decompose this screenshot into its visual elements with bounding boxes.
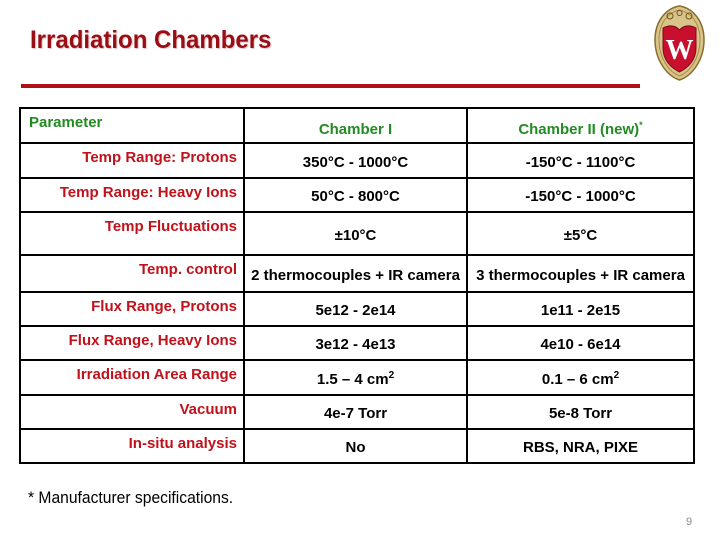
row-label: Temp Range: Heavy Ions bbox=[20, 178, 244, 212]
cell-chamber-2: 5e-8 Torr bbox=[467, 395, 694, 429]
cell-chamber-2: ±5°C bbox=[467, 212, 694, 255]
slide-title: Irradiation Chambers bbox=[30, 26, 272, 54]
svg-text:W: W bbox=[665, 35, 694, 66]
cell-chamber-1: 4e-7 Torr bbox=[244, 395, 467, 429]
footnote: * Manufacturer specifications. bbox=[28, 488, 234, 507]
cell-chamber-1: 2 thermocouples + IR camera bbox=[244, 255, 467, 292]
table-header-row bbox=[20, 108, 694, 143]
cell-chamber-2: 0.1 – 6 $cm^2$ bbox=[467, 360, 694, 395]
header-chamber-2: Chamber II (new)* bbox=[467, 108, 694, 143]
chamber-comparison-table bbox=[19, 107, 695, 464]
table-row bbox=[20, 292, 694, 326]
cell-chamber-1: 50°C - 800°C bbox=[244, 178, 467, 212]
cell-chamber-1: No bbox=[244, 429, 467, 463]
asterisk-superscript: * bbox=[639, 120, 643, 130]
row-label: Temp Fluctuations bbox=[20, 212, 244, 255]
cell-chamber-2: RBS, NRA, PIXE bbox=[467, 429, 694, 463]
cell-chamber-2: -150°C - 1000°C bbox=[467, 178, 694, 212]
cell-chamber-2: 1e11 - 2e15 bbox=[467, 292, 694, 326]
cell-chamber-1: 3e12 - 4e13 bbox=[244, 326, 467, 360]
row-label: Flux Range, Protons bbox=[20, 292, 244, 326]
header-chamber-1: Chamber I bbox=[244, 108, 467, 143]
row-label: Irradiation Area Range bbox=[20, 360, 244, 395]
cell-chamber-1: 350°C - 1000°C bbox=[244, 143, 467, 178]
row-label: In-situ analysis bbox=[20, 429, 244, 463]
cell-chamber-2: 4e10 - 6e14 bbox=[467, 326, 694, 360]
table-row bbox=[20, 326, 694, 360]
row-label: Temp. control bbox=[20, 255, 244, 292]
row-label: Vacuum bbox=[20, 395, 244, 429]
table-row bbox=[20, 212, 694, 255]
university-crest-icon bbox=[652, 4, 707, 82]
cell-chamber-1: ±10°C bbox=[244, 212, 467, 255]
page-number: 9 bbox=[686, 516, 693, 528]
cell-chamber-2: -150°C - 1100°C bbox=[467, 143, 694, 178]
cell-chamber-2: 3 thermocouples + IR camera bbox=[467, 255, 694, 292]
cell-chamber-1: 1.5 – 4 $cm^2$ bbox=[244, 360, 467, 395]
table-row bbox=[20, 360, 694, 395]
table-row bbox=[20, 178, 694, 212]
row-label: Flux Range, Heavy Ions bbox=[20, 326, 244, 360]
table-row bbox=[20, 143, 694, 178]
row-label: Temp Range: Protons bbox=[20, 143, 244, 178]
title-underline bbox=[21, 84, 640, 88]
table-row bbox=[20, 255, 694, 292]
cell-chamber-1: 5e12 - 2e14 bbox=[244, 292, 467, 326]
table-row bbox=[20, 429, 694, 463]
table-row bbox=[20, 395, 694, 429]
header-parameter: Parameter bbox=[20, 108, 244, 143]
